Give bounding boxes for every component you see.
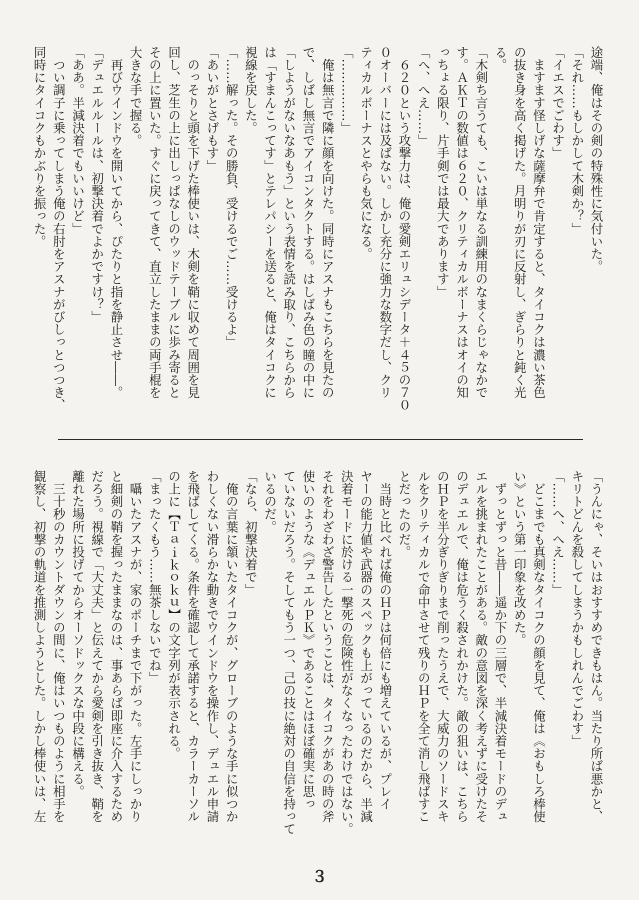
text-line: 三十秒のカウントダウンの間に、俺はいつものように相手を [51, 470, 67, 823]
text-line: 当時と比べれば俺のＨＰは何倍にも増えているが、プレイ [377, 470, 393, 811]
text-line: のっそりと頭を下げた棒使いは、木剣を鞘に収めて周囲を見 [185, 46, 201, 399]
text-line: 「あいがとさげもす」 [204, 46, 220, 172]
text-line: 「……へ、へえ……」 [550, 470, 566, 596]
text-line: ていないだろう。そしてもう一つ、己の技に絶対の自信を持って [281, 470, 297, 836]
text-line: 「それ……もしかして木剣か？」 [569, 46, 585, 235]
text-line: の上に【Ｔａｉｋｏｋｕ】の文字列が表示される。 [166, 470, 182, 760]
text-line: エルを挑まれたことがある。敵の意図を深く考えずに受けたそ [473, 470, 489, 823]
upper-text-column [32, 46, 606, 424]
text-line: だろう。視線で「大丈夫」と伝えてから愛剣を引き抜き、鞘を [89, 470, 105, 823]
text-line: 再びウインドウを開いてから、ぴたりと指を静止させ――。 [108, 46, 124, 399]
text-line: 「へ、へえ……」 [416, 46, 432, 147]
text-line: どこまでも真剣なタイコクの顔を見て、俺は《おもしろ棒使 [531, 470, 547, 823]
text-line: のデュエルで、俺は危うく殺されかけた。敵の狙いは、こちら [454, 470, 470, 823]
text-line: の抜き身を高く掲げた。月明りが刃に反射し、ぎらりと鈍く光 [512, 46, 528, 399]
text-line: 「……解った。その勝負、受けるでご……受けるよ」 [224, 46, 240, 349]
text-line: わしくない滑らかな動きでウインドウを操作し、デュエル申請 [204, 470, 220, 823]
text-line: 同時にタイコクもかぶりを振った。 [32, 46, 48, 248]
text-line: と細剣の鞘を握ったままなのは、事あらば即座に介入するため [108, 470, 124, 823]
text-line: は「すまんこってす」とテレパシーを送ると、俺はタイコクに [262, 46, 278, 399]
page-number: ３ [311, 867, 328, 886]
text-line: 俺の言葉に頷いたタイコクが、グローブのような手に似つか [224, 470, 240, 823]
text-line: 「イエスでごわす」 [550, 46, 566, 160]
text-line: 決着モードに於ける一撃死の危険性がなくなったわけではない。 [339, 470, 355, 836]
text-line: それをわざわざ警告したということは、タイコクがあの時の斧 [320, 470, 336, 823]
text-line: 「ああ。半減決着でもいいけど」 [70, 46, 86, 235]
text-line: ０オーバーには及ばない。しかし充分に強力な数字だし、クリ [377, 46, 393, 399]
text-line: で、しばし無言でアイコンタクトする。はしばみ色の瞳の中に [300, 46, 316, 399]
text-line: 離れた場所に投げてからオーソドックスな中段に構える。 [70, 470, 86, 798]
text-line: ますます怪しげな薩摩弁で肯定すると、タイコクは濃い茶色 [531, 46, 547, 399]
text-line: キリトどんを殺してしまうかもしれんでごわす」 [569, 470, 585, 748]
text-line: のＨＰを半分ぎりぎりまで削ったうえで、大威力のソードスキ [435, 470, 451, 823]
text-line: ６２０という攻撃力は、俺の愛剣エリュシデータ＋４５の７０ [396, 46, 412, 412]
text-line: 使いのような《デュエルＰＫ》であることはほぼ確実に思っ [300, 470, 316, 811]
section-divider [58, 439, 583, 440]
text-line: す。ＡＫＴの数値は６２０、クリティカルボーナスはオイの知 [454, 46, 470, 399]
text-line: 大きな手で握る。 [128, 46, 144, 147]
text-line: 途端、俺はその剣の特殊性に気付いた。 [589, 46, 604, 273]
lower-text-column [32, 470, 606, 850]
text-line: 観察し、初撃の軌道を推測しようとした。しかし棒使いは、左 [32, 470, 48, 823]
text-line: 「しようがないなあもう」という表情を読み取り、こちらから [281, 46, 297, 399]
text-line: ルをクリティカルで命中させて残りのＨＰを全て消し飛ばすこ [416, 470, 432, 823]
text-line: 「木剣ち言うても、こいは単なる訓練用のなまくらじゃなかで [473, 46, 489, 399]
text-line: ヤーの能力値や武器のスペックも上がっているのだから、半減 [358, 470, 374, 823]
text-line: を飛ばしてくる。条件を確認して承諾すると、カラーカーソル [185, 470, 201, 823]
text-line: その上に置いた。すぐに戻ってきて、直立したままの両手棍を [147, 46, 163, 399]
text-line: 「うんにゃ、そいはおすすめできもはん。当たり所ば悪かと、 [589, 470, 604, 823]
text-line: つい調子に乗ってしまう俺の右肘をアスナがびしっとつつき、 [51, 46, 67, 412]
text-line: い》という第一印象を改めた。 [512, 470, 528, 647]
text-line: 俺は無言で隣に顔を向けた。同時にアスナもこちらを見たの [320, 46, 336, 399]
text-line: いるのだ。 [262, 470, 278, 533]
text-line: ティカルボーナスとやらも気になる。 [358, 46, 374, 261]
text-line: 回し、芝生の上に出しっぱなしのウッドテーブルに歩み寄ると [166, 46, 182, 399]
text-line: 「デュエルルールは、初撃決着でよかですけ？」 [89, 46, 105, 324]
text-line: る。 [492, 46, 508, 72]
text-line: とだったのだ。 [396, 470, 412, 559]
text-line: 視線を戻した。 [243, 46, 259, 135]
text-line: 「なら、初撃決着で」 [243, 470, 259, 596]
text-line: 「……………」 [339, 46, 355, 135]
text-line: 「まったくもう……無茶しないでね」 [147, 470, 163, 685]
text-line: ずっとずっと昔――遥か下の三層で、半減決着モードのデュ [492, 470, 508, 823]
text-line: 囁いたアスナが、家のポーチまで下がった。左手にしっかり [128, 470, 144, 823]
text-line: っちょる限り、片手剣では最大であります」 [435, 46, 451, 298]
